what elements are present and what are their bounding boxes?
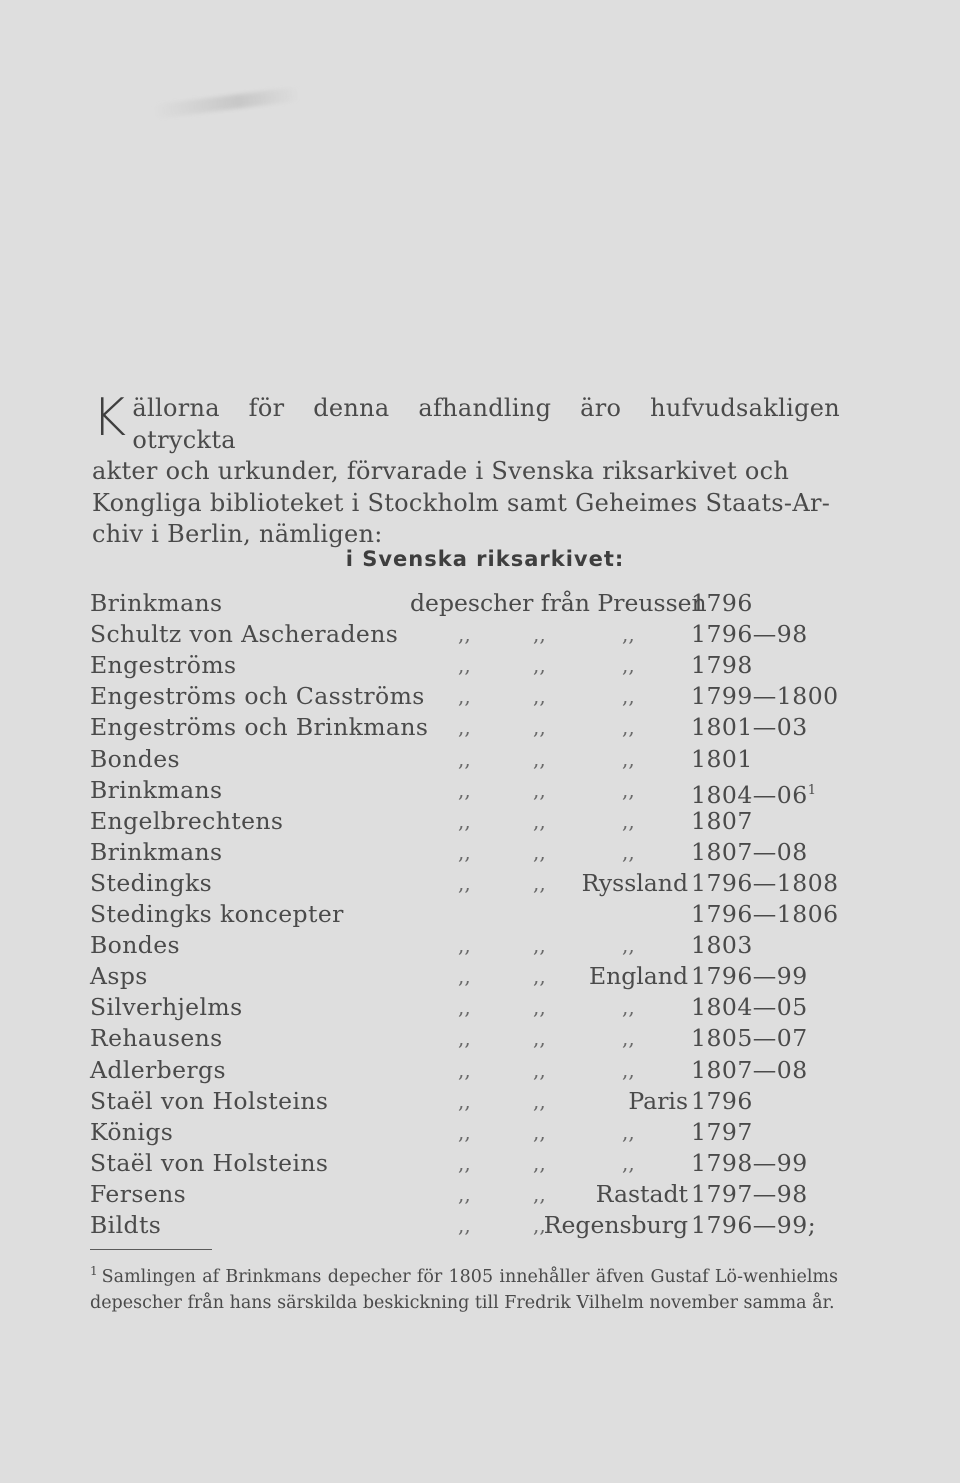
ditto-mark: ,, (458, 933, 471, 958)
ditto-mark: ,, (622, 653, 635, 678)
ditto-mark: ,, (458, 808, 471, 833)
dispatch-row (0, 899, 960, 930)
dispatch-row (0, 868, 960, 899)
ditto-mark: ,, (622, 777, 635, 802)
section-heading: i Svenska riksarkivet: (345, 547, 625, 571)
ditto-mark: ,, (458, 1181, 471, 1206)
footnote (90, 1258, 838, 1316)
ditto-mark: ,, (533, 653, 546, 678)
ditto-mark: ,, (622, 808, 635, 833)
dispatch-row (0, 806, 960, 837)
dispatch-place: England (588, 962, 688, 991)
dispatch-years: 1796 (691, 1086, 753, 1115)
dispatch-name: Engeströms och Casströms (90, 682, 425, 711)
ditto-mark: ,, (533, 1150, 546, 1175)
ditto-mark: ,, (458, 622, 471, 647)
dispatch-row (0, 1148, 960, 1179)
intro-line: akter och urkunder, förvarade i Svenska riksarkivet och (92, 457, 790, 485)
ditto-mark: ,, (533, 1213, 546, 1237)
dispatch-name: Rehausens (90, 1024, 223, 1053)
ditto-mark: ,, (533, 933, 546, 958)
intro-line: ällorna för denna afhandling äro hufvudsakligen otryckta (132, 394, 840, 454)
ditto-mark: ,, (622, 1150, 635, 1175)
ditto-mark: ,, (458, 1088, 471, 1113)
ditto-mark: ,, (622, 684, 635, 709)
dispatch-years: 1803 (691, 931, 753, 960)
dispatch-years: 1807—08 (691, 1055, 808, 1084)
dispatch-years: 1797—98 (691, 1179, 808, 1208)
ditto-mark: ,, (458, 1213, 471, 1237)
ditto-mark: ,, (533, 715, 546, 740)
ditto-mark: ,, (533, 839, 546, 864)
paper-stain (150, 87, 301, 119)
ditto-mark: ,, (533, 1026, 546, 1051)
ditto-mark: ,, (533, 870, 546, 895)
dispatch-row (0, 837, 960, 868)
ditto-mark: ,, (458, 653, 471, 678)
dispatch-name: Engelbrechtens (90, 806, 284, 835)
dispatch-row (0, 681, 960, 712)
ditto-mark: ,, (458, 995, 471, 1020)
ditto-mark: ,, (622, 1057, 635, 1082)
footnote-text: Samlingen af Brinkmans depecher för 1805 innehåller äfven Gustaf Lö-wenhielms depescher från hans särskilda beskickning till Fredrik Vilhelm november samma år. (90, 1266, 838, 1313)
dispatch-years: 1796—1808 (691, 868, 839, 897)
dispatch-years: 1797 (691, 1117, 753, 1146)
ditto-mark: ,, (533, 808, 546, 833)
dispatch-years: 1804—05 (691, 993, 808, 1022)
ditto-mark: ,, (622, 839, 635, 864)
dispatch-years: 1799—1800 (691, 682, 839, 711)
dispatch-years: 1796—99 (691, 962, 808, 991)
ditto-mark: ,, (533, 1119, 546, 1144)
ditto-mark: ,, (533, 622, 546, 647)
dispatch-name: Schultz von Ascheradens (90, 620, 399, 649)
ditto-mark: ,, (622, 995, 635, 1020)
dispatch-years: 1796 (691, 589, 753, 617)
ditto-mark: ,, (533, 1057, 546, 1082)
dispatch-name: Bondes (90, 744, 180, 773)
dispatch-name: Königs (90, 1117, 174, 1146)
ditto-mark: ,, (458, 684, 471, 709)
dispatch-years: 1796—1806 (691, 900, 839, 928)
ditto-mark: ,, (458, 839, 471, 864)
ditto-mark: ,, (622, 622, 635, 647)
dispatch-row (0, 744, 960, 775)
dispatch-row (0, 992, 960, 1023)
ditto-mark: ,, (533, 684, 546, 709)
dispatch-years: 1807—08 (691, 837, 808, 866)
dispatch-row (0, 961, 960, 992)
dispatch-row (0, 1055, 960, 1086)
ditto-mark: ,, (533, 777, 546, 802)
dispatch-place: Rastadt (595, 1179, 688, 1208)
ditto-mark: ,, (533, 1088, 546, 1113)
drop-cap: K (92, 388, 127, 448)
intro-line: Kongliga biblioteket i Stockholm samt Geheimes Staats-Ar- (92, 488, 831, 517)
ditto-mark: ,, (458, 1150, 471, 1175)
ditto-mark: ,, (622, 933, 635, 958)
ditto-mark: ,, (622, 1026, 635, 1051)
ditto-mark: ,, (622, 746, 635, 771)
dispatch-name: Bildts (90, 1211, 162, 1239)
dispatch-years: 1796—99; (691, 1211, 817, 1239)
dispatch-row (0, 588, 960, 619)
dispatch-row (0, 650, 960, 681)
intro-line: chiv i Berlin, nämligen: (92, 520, 383, 548)
ditto-mark: ,, (622, 715, 635, 740)
dispatch-name: Engeströms (90, 651, 237, 680)
dispatch-name: Silverhjelms (90, 993, 243, 1022)
ditto-mark: ,, (533, 746, 546, 771)
ditto-mark: ,, (458, 1026, 471, 1051)
dispatch-years: 1805—07 (691, 1024, 808, 1053)
dispatch-name: Brinkmans (90, 589, 223, 617)
ditto-mark: ,, (533, 1181, 546, 1206)
ditto-mark: ,, (458, 1119, 471, 1144)
dispatch-years: 1807 (691, 806, 753, 835)
dispatch-name: Asps (90, 962, 148, 991)
ditto-mark: ,, (533, 964, 546, 989)
ditto-mark: ,, (458, 964, 471, 989)
ditto-mark: ,, (622, 1119, 635, 1144)
dispatch-place: Paris (628, 1086, 688, 1115)
dispatch-name: Adlerbergs (90, 1055, 226, 1084)
dispatch-years: 1796—98 (691, 620, 808, 649)
ditto-mark: ,, (458, 870, 471, 895)
dispatch-name: Stedingks (90, 868, 213, 897)
dispatch-row (0, 930, 960, 961)
dispatch-row (0, 775, 960, 809)
dispatch-row (0, 1210, 960, 1241)
dispatch-name: Stedingks koncepter (90, 900, 344, 928)
intro-paragraph (92, 388, 840, 551)
dispatch-row (0, 1117, 960, 1148)
dispatch-years: 1801 (691, 744, 753, 773)
dispatch-row (0, 1086, 960, 1117)
ditto-mark: ,, (458, 715, 471, 740)
ditto-mark: ,, (458, 746, 471, 771)
dispatch-years: 1798—99 (691, 1148, 808, 1177)
dispatch-row (0, 1023, 960, 1054)
ditto-mark: ,, (533, 995, 546, 1020)
dispatch-years: 1801—03 (691, 713, 808, 742)
dispatch-years: 1798 (691, 651, 753, 680)
ditto-mark: ,, (458, 1057, 471, 1082)
dispatch-name: Brinkmans (90, 837, 223, 866)
dispatch-name: Bondes (90, 931, 180, 960)
dispatch-name: Staël von Holsteins (90, 1086, 329, 1115)
footnote-rule (90, 1249, 212, 1250)
dispatch-name: Engeströms och Brinkmans (90, 713, 429, 742)
dispatch-place: Ryssland (581, 868, 688, 897)
dispatch-row (0, 619, 960, 650)
footnote-ref: 1 (807, 782, 817, 798)
dispatch-years: 1804—06 (691, 780, 808, 809)
dispatch-name: Staël von Holsteins (90, 1148, 329, 1177)
footnote-mark: 1 (90, 1264, 98, 1278)
dispatch-place: Regensburg (543, 1211, 688, 1239)
dispatch-row (0, 1179, 960, 1210)
dispatch-name: Brinkmans (90, 775, 223, 804)
dispatch-name: Fersens (90, 1179, 187, 1208)
dispatch-row (0, 712, 960, 743)
ditto-mark: ,, (458, 777, 471, 802)
dispatch-origin: depescher från Preussen (410, 589, 707, 617)
